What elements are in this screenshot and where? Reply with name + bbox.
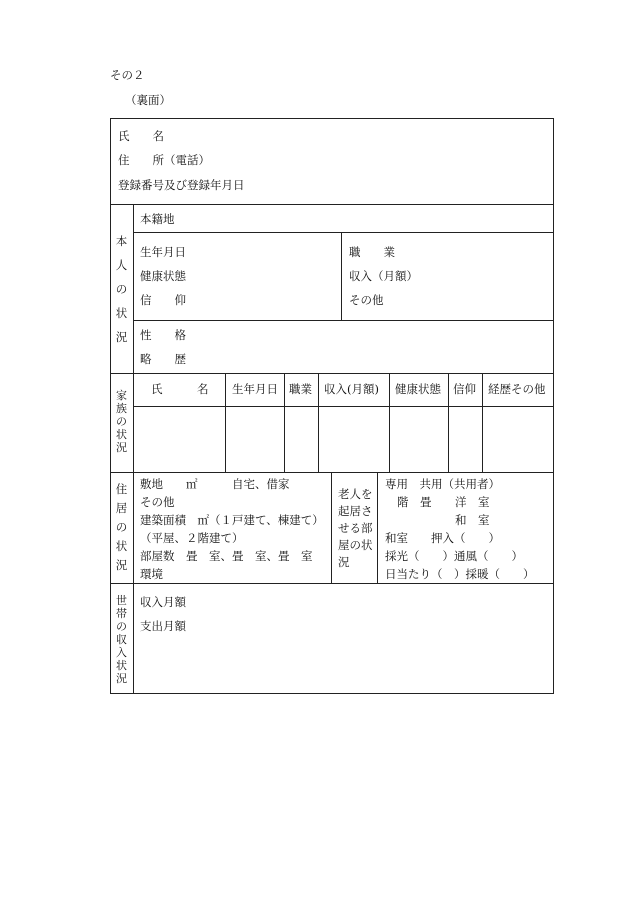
housing-section-label: 住 居 の 状 況 [115, 482, 128, 572]
line-domicile [133, 232, 554, 233]
room-sun-heat: 日当たり（ ）採暖（ ） [385, 567, 535, 581]
household-income-label: 収入月額 [140, 595, 186, 609]
room-light-air: 採光（ ）通風（ ） [385, 549, 523, 563]
page-number: その２ [110, 68, 145, 82]
elder-room-label: 老人を 起居さ せる部 屋の状 況 [338, 487, 373, 569]
family-col-6 [482, 373, 483, 472]
family-header-income: 収入(月額) [324, 382, 379, 396]
domicile-label: 本籍地 [140, 212, 175, 226]
housing-site-area: 敷地 ㎡ [140, 477, 198, 491]
divider-housing [110, 472, 554, 473]
family-col-1 [225, 373, 226, 472]
family-section-label: 家 族 の 状 況 [116, 389, 127, 454]
line-family-header [133, 406, 554, 407]
line-person-split [341, 232, 342, 320]
divider-household [110, 583, 554, 584]
applicant-name-label: 氏 名 [118, 129, 164, 143]
job-label: 職 業 [349, 245, 395, 259]
room-usage: 専用 共用（共用者） [385, 477, 500, 491]
family-col-2 [284, 373, 285, 472]
divider-person [110, 204, 554, 205]
family-header-health: 健康状態 [395, 382, 441, 396]
family-col-5 [448, 373, 449, 472]
divider-family [110, 373, 554, 374]
family-header-birth: 生年月日 [232, 382, 278, 396]
birth-label: 生年月日 [140, 245, 186, 259]
room-japanese: 和 室 [455, 513, 490, 527]
applicant-registration-label: 登録番号及び登録年月日 [118, 178, 245, 192]
housing-ownership: 自宅、借家 [232, 477, 290, 491]
room-western: 洋 室 [455, 495, 490, 509]
income-label: 収入（月額） [349, 269, 418, 283]
room-closet: 和室 押入（ ） [385, 531, 500, 545]
family-header-history: 経歴その他 [488, 382, 546, 396]
housing-other: その他 [140, 495, 175, 509]
health-label: 健康状態 [140, 269, 186, 283]
housing-building-area: 建築面積 ㎡（１戸建て、棟建て） [140, 513, 324, 527]
family-header-job: 職業 [289, 382, 312, 396]
housing-floors: （平屋、２階建て） [140, 531, 244, 545]
household-section-label: 世 帯 の 収 入 状 況 [116, 594, 127, 685]
label-column-line [133, 204, 134, 694]
person-section-label: 本 人 の 状 況 [115, 234, 128, 344]
page-side-label: （裏面） [125, 93, 171, 107]
faith-label: 信 仰 [140, 293, 186, 307]
other-label: その他 [349, 293, 384, 307]
character-label: 性 格 [140, 328, 186, 342]
family-header-name: 氏 名 [151, 382, 209, 396]
housing-rooms: 部屋数 畳 室、畳 室、畳 室 [140, 549, 313, 563]
housing-environment: 環境 [140, 567, 163, 581]
line-character [133, 320, 554, 321]
housing-col-2 [377, 472, 378, 583]
applicant-address-label: 住 所（電話） [118, 153, 210, 167]
room-floor-mats: 階 畳 [397, 495, 432, 509]
family-col-4 [389, 373, 390, 472]
family-header-faith: 信仰 [453, 382, 476, 396]
household-expense-label: 支出月額 [140, 619, 186, 633]
history-label: 略 歴 [140, 352, 186, 366]
family-col-3 [318, 373, 319, 472]
